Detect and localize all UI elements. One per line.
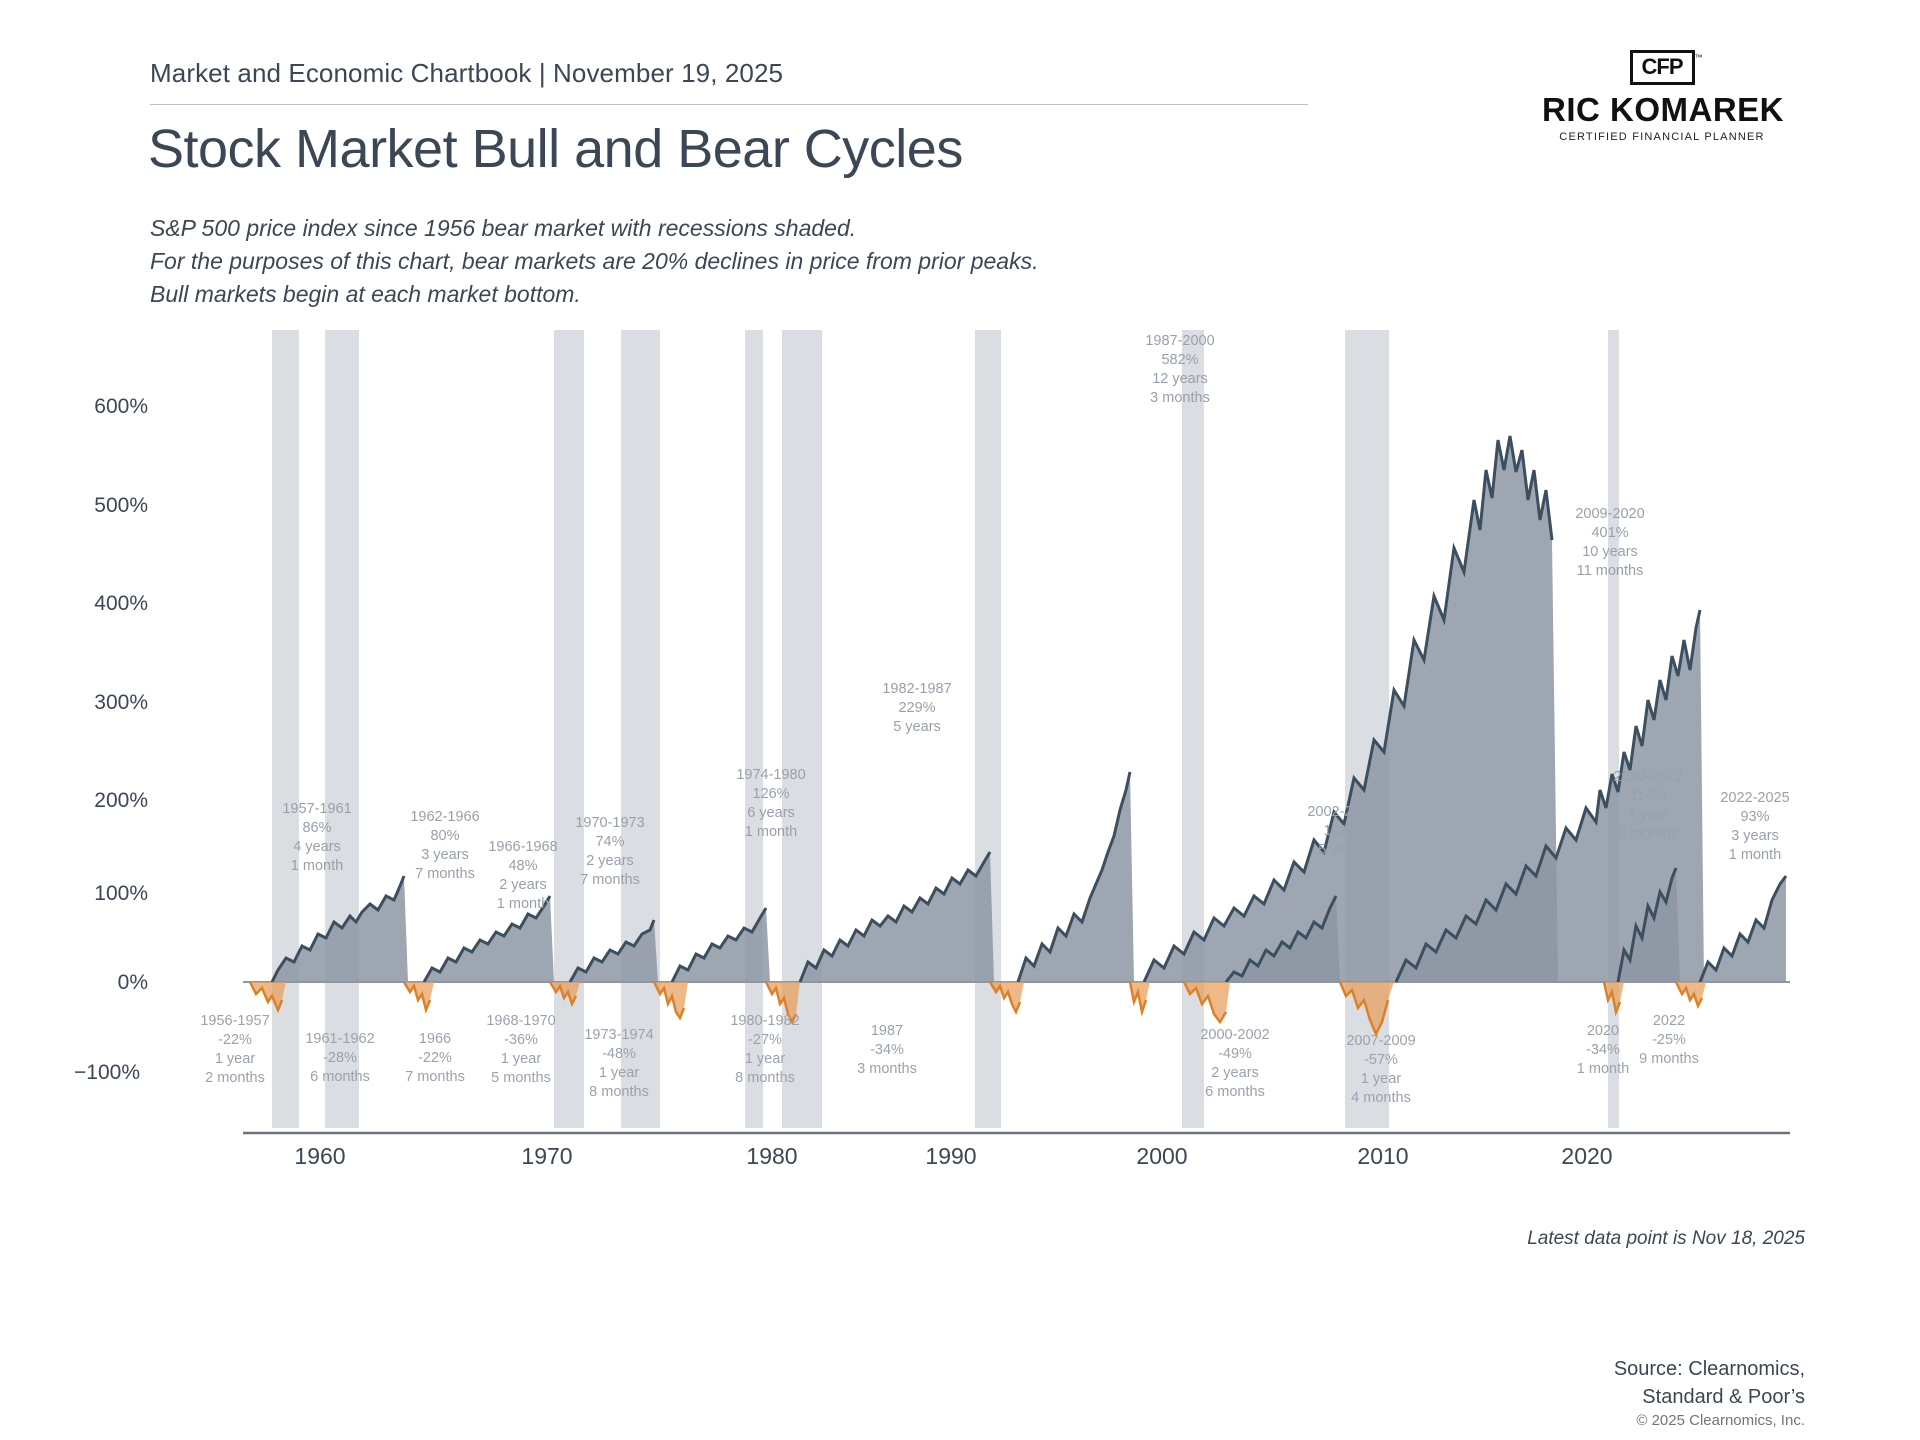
x-tick-2020: 2020 [1561,1143,1613,1169]
y-tick-100: 100% [94,882,148,905]
brand-name: RIC KOMAREK [1542,91,1784,128]
bull-annotation-2009-2020 [1555,505,1665,581]
bull-gain: 86% [302,820,332,836]
bear-annotation-2022 [1614,1012,1724,1069]
bear-decline: -27% [748,1032,782,1048]
x-tick-2010: 2010 [1357,1143,1409,1169]
bear-duration-2: 6 months [1205,1084,1265,1100]
bull-duration-1: 5 years [893,719,941,735]
bear-duration-2: 4 months [1351,1090,1411,1106]
bear-label: 1961-1962 [305,1031,375,1047]
bull-annotation-2002-2007 [1287,803,1397,860]
bear-annotation-1961-1962 [285,1030,395,1087]
bear-label: 1987 [870,1023,904,1039]
source-line-2: Standard & Poor’s [1642,1386,1805,1408]
bear-annotation-1973-1974 [564,1026,674,1102]
bear-decline: -34% [1586,1042,1620,1058]
bear-label: 1966 [418,1031,452,1047]
subtitle-line-3: Bull markets begin at each market bottom. [150,281,581,307]
bear-duration-1: 9 months [1639,1051,1699,1067]
trademark-icon: ™ [1694,53,1703,62]
y-tick-400: 400% [94,592,148,615]
bear-annotation-1956-1957 [180,1012,290,1088]
page-title: Stock Market Bull and Bear Cycles [148,119,963,179]
x-tick-1980: 1980 [746,1143,798,1169]
x-tick-2000: 2000 [1136,1143,1188,1169]
bear-decline: -34% [870,1042,904,1058]
bull-annotation-1974-1980 [716,766,826,842]
bull-label: 1957-1961 [282,801,352,817]
bear-decline: -49% [1218,1046,1252,1062]
bear-decline: -22% [218,1032,252,1048]
y-tick-minus-100: −100% [74,1061,140,1084]
bear-duration-1: 1 year [598,1065,640,1081]
y-tick-0: 0% [117,971,148,994]
x-tick-1990: 1990 [925,1143,977,1169]
bear-label: 1973-1974 [584,1027,654,1043]
bull-label: 2002-2007 [1307,804,1377,820]
bear-annotation-2007-2009 [1326,1032,1436,1108]
bull-duration-1: 10 years [1582,544,1638,560]
bear-duration-1: 1 year [500,1051,542,1067]
bear-label: 1968-1970 [486,1013,556,1029]
bull-gain: 401% [1591,525,1629,541]
bear-label: 2007-2009 [1346,1033,1416,1049]
bull-annotation-1957-1961 [262,800,372,876]
cfp-badge-text: CFP [1641,54,1683,79]
bear-decline: -22% [418,1050,452,1066]
bear-annotation-1980-1982 [710,1012,820,1088]
bull-label: 2009-2020 [1575,506,1645,522]
bear-duration-1: 1 year [744,1051,786,1067]
bear-duration-2: 8 months [589,1084,649,1100]
bull-duration-1: 6 years [747,805,795,821]
bear-duration-2: 2 months [205,1070,265,1086]
y-tick-200: 200% [94,789,148,812]
bull-duration-2: 1 month [744,824,798,840]
bear-label: 2000-2002 [1200,1027,1270,1043]
bear-decline: -48% [602,1046,636,1062]
bear-duration-2: 8 months [735,1070,795,1086]
bull-gain: 582% [1161,352,1199,368]
bull-gain: 74% [595,834,625,850]
bull-duration-1: 3 years [421,847,469,863]
source-note [1614,1355,1805,1411]
bull-label: 1966-1968 [488,839,558,855]
bull-duration-2: 1 month [290,858,344,874]
bull-gain: 101% [1323,823,1361,839]
bear-annotation-1968-1970 [466,1012,576,1088]
bull-gain: 93% [1740,809,1770,825]
bull-duration-2: 3 months [1150,390,1210,406]
bull-duration-2: 1 month [496,896,550,912]
bull-duration-1: 1 year [1627,807,1669,823]
bull-annotation-1987-2000 [1125,332,1235,408]
bear-duration-2: 5 months [491,1070,551,1086]
bull-duration-1: 4 years [293,839,341,855]
y-tick-600: 600% [94,395,148,418]
bull-label: 1987-2000 [1145,333,1215,349]
bear-label: 1956-1957 [200,1013,270,1029]
bull-duration-2: 1 month [1728,847,1782,863]
bear-duration-1: 1 month [1576,1061,1630,1077]
bull-duration-1: 5 years [1318,842,1366,858]
bull-gain: 114% [1629,788,1666,804]
bear-decline: -25% [1652,1032,1686,1048]
copyright-note: © 2025 Clearnomics, Inc. [1636,1412,1805,1429]
bull-gain: 48% [508,858,538,874]
y-tick-500: 500% [94,494,148,517]
bear-duration-1: 1 year [214,1051,256,1067]
bull-label: 1970-1973 [575,815,645,831]
bull-duration-2: 7 months [580,872,640,888]
brand-tagline: CERTIFIED FINANCIAL PLANNER [1559,131,1765,143]
bear-decline: -57% [1364,1052,1398,1068]
y-tick-300: 300% [94,691,148,714]
bull-label: 2022-2025 [1720,790,1790,806]
bear-annotation-2000-2002 [1180,1026,1290,1102]
bull-duration-2: 7 months [415,866,475,882]
chartbook-header: Market and Economic Chartbook | November 19, 2025 [150,58,784,88]
bull-duration-1: 2 years [499,877,547,893]
bear-duration-1: 2 years [1211,1065,1259,1081]
bull-duration-2: 9 months [1618,826,1678,842]
bear-duration-1: 6 months [310,1069,370,1085]
bull-annotation-2020-2022 [1593,768,1703,844]
bull-duration-1: 3 years [1731,828,1779,844]
bull-gain: 126% [752,786,790,802]
subtitle-line-1: S&P 500 price index since 1956 bear market with recessions shaded. [150,215,857,241]
bear-annotation-1987 [832,1022,942,1079]
bull-duration-2: 11 months [1576,563,1644,579]
bull-gain: 229% [898,700,936,716]
bear-label: 1980-1982 [730,1013,800,1029]
bull-annotation-2022-2025 [1700,789,1810,865]
x-tick-1970: 1970 [521,1143,573,1169]
bull-annotation-1982-1987 [862,680,972,737]
bear-duration-1: 1 year [1360,1071,1402,1087]
bear-duration-1: 7 months [405,1069,465,1085]
bull-duration-1: 12 years [1152,371,1208,387]
bull-label: 1974-1980 [736,767,806,783]
latest-data-note: Latest data point is Nov 18, 2025 [1527,1228,1805,1249]
bear-decline: -28% [323,1050,357,1066]
bull-label: 1962-1966 [410,809,480,825]
x-tick-1960: 1960 [294,1143,346,1169]
bear-decline: -36% [504,1032,538,1048]
source-line-1: Source: Clearnomics, [1613,1358,1805,1380]
bull-label: 1982-1987 [882,681,952,697]
bear-duration-1: 3 months [857,1061,917,1077]
bear-label: 2020 [1586,1023,1620,1039]
bull-annotation-1970-1973 [555,814,665,890]
subtitle-line-2: For the purposes of this chart, bear markets are 20% declines in price from prior peaks. [150,248,1039,274]
bull-label: 2020-2022 [1613,769,1683,785]
bear-label: 2022 [1652,1013,1686,1029]
bull-gain: 80% [430,828,460,844]
bull-duration-1: 2 years [586,853,634,869]
